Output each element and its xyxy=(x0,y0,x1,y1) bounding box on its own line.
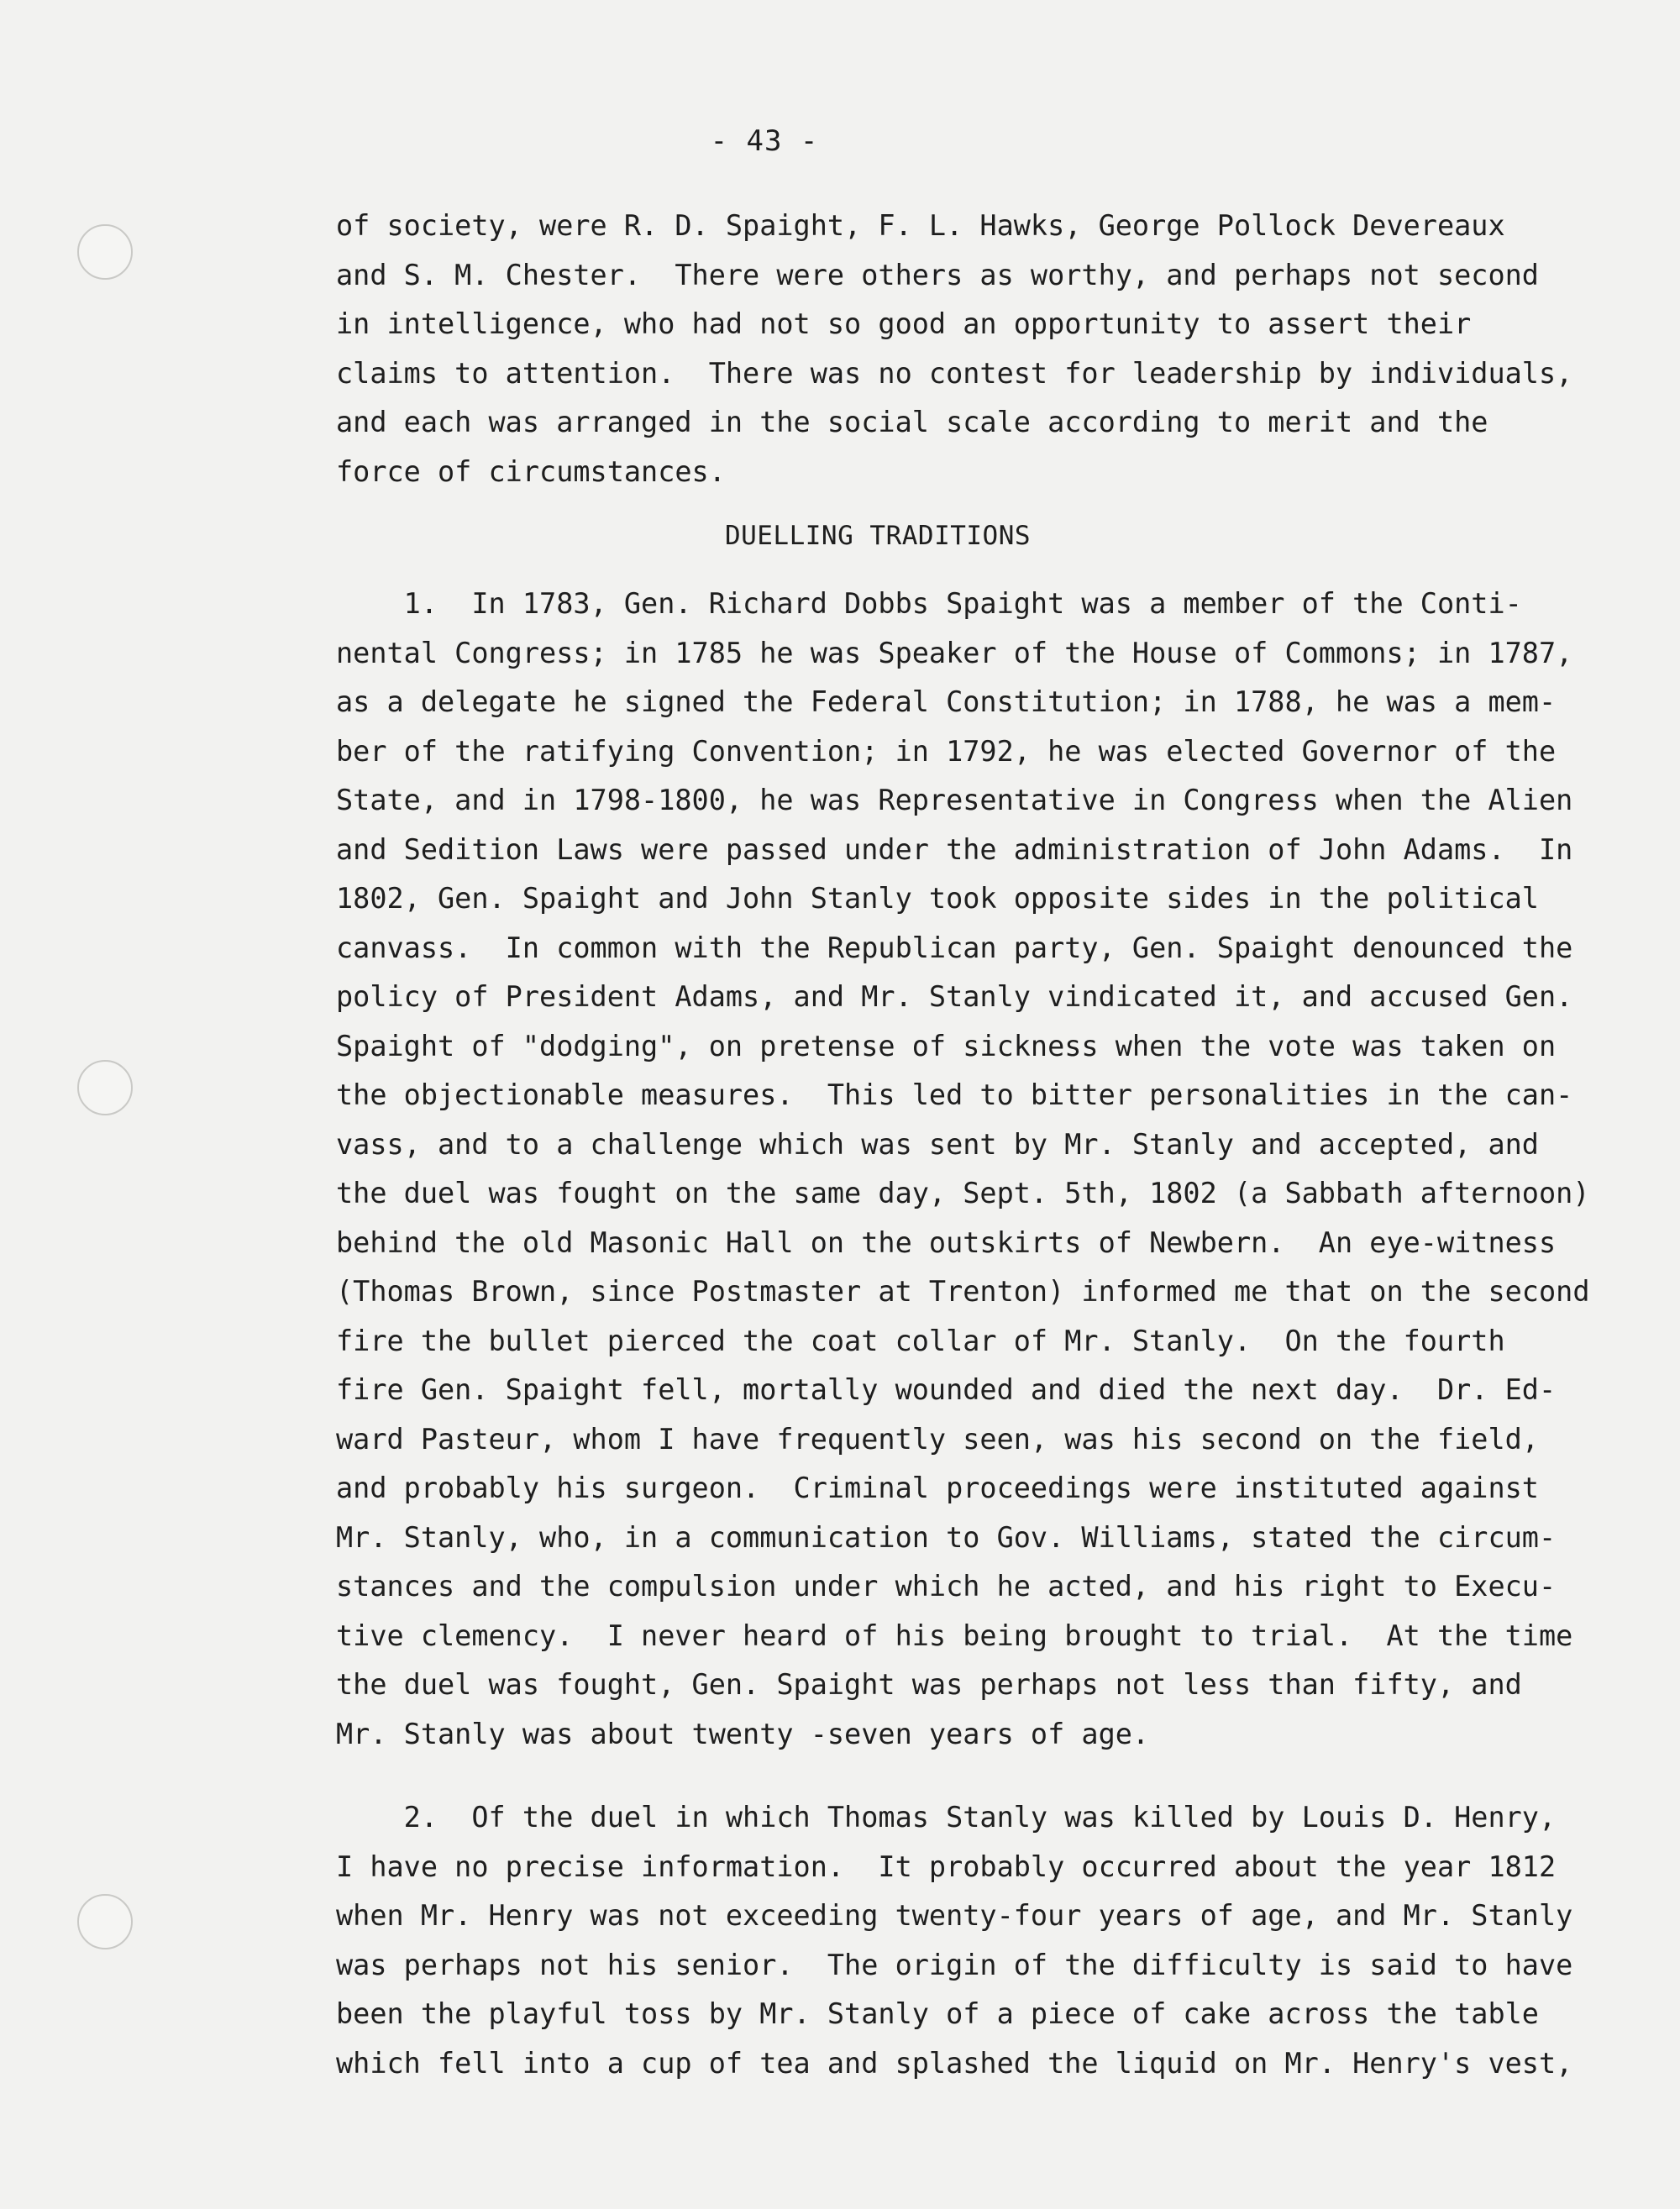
punch-hole-middle xyxy=(77,1060,133,1115)
text-line: and each was arranged in the social scale according to merit and the xyxy=(336,406,1488,438)
punch-hole-bottom xyxy=(77,1894,133,1949)
text-line: Mr. Stanly, who, in a communication to Gov. Williams, stated the circum- xyxy=(336,1520,1557,1554)
text-line: claims to attention. There was no contest for leadership by individuals, xyxy=(336,356,1573,390)
text-line: stances and the compulsion under which he acted, and his right to Execu- xyxy=(336,1570,1557,1603)
text-line: and probably his surgeon. Criminal proceedings were instituted against xyxy=(336,1472,1539,1504)
text-line: vass, and to a challenge which was sent by Mr. Stanly and accepted, and xyxy=(336,1127,1539,1161)
page-number: - 43 - xyxy=(710,124,819,158)
text-line: State, and in 1798-1800, he was Representative in Congress when the Alien xyxy=(336,784,1573,816)
text-line: 1802, Gen. Spaight and John Stanly took opposite sides in the political xyxy=(336,882,1539,915)
text-line: fire the bullet pierced the coat collar of Mr. Stanly. On the fourth xyxy=(336,1324,1505,1357)
text-line: I have no precise information. It probably occurred about the year 1812 xyxy=(336,1850,1557,1883)
text-line: policy of President Adams, and Mr. Stanly vindicated it, and accused Gen. xyxy=(336,980,1573,1013)
text-line: was perhaps not his senior. The origin of the difficulty is said to have xyxy=(336,1948,1573,1981)
text-line: the duel was fought, Gen. Spaight was perhaps not less than fifty, and xyxy=(336,1668,1522,1701)
text-line: the objectionable measures. This led to bitter personalities in the can- xyxy=(336,1078,1573,1111)
text-line: been the playful toss by Mr. Stanly of a piece of cake across the table xyxy=(336,1997,1539,2030)
text-line: Mr. Stanly was about twenty -seven years of age. xyxy=(336,1717,1150,1750)
text-line: as a delegate he signed the Federal Constitution; in 1788, he was a mem- xyxy=(336,685,1557,718)
punch-hole-top xyxy=(77,224,133,280)
text-line: and Sedition Laws were passed under the administration of John Adams. In xyxy=(336,832,1573,866)
paragraph-1 xyxy=(336,580,1590,1759)
text-line: fire Gen. Spaight fell, mortally wounded and died the next day. Dr. Ed- xyxy=(336,1373,1557,1406)
text-line: Spaight of "dodging", on pretense of sickness when the vote was taken on xyxy=(336,1029,1557,1063)
text-line: 1. In 1783, Gen. Richard Dobbs Spaight was a member of the Conti- xyxy=(336,587,1522,620)
text-line: the duel was fought on the same day, Sept. 5th, 1802 (a Sabbath afternoon) xyxy=(336,1177,1590,1209)
text-line: tive clemency. I never heard of his being brought to trial. At the time xyxy=(336,1619,1573,1652)
text-line: which fell into a cup of tea and splashed the liquid on Mr. Henry's vest, xyxy=(336,2046,1573,2080)
text-line: 2. Of the duel in which Thomas Stanly was killed by Louis D. Henry, xyxy=(336,1801,1557,1834)
text-line: ber of the ratifying Convention; in 1792, he was elected Governor of the xyxy=(336,734,1557,768)
text-line: and S. M. Chester. There were others as worthy, and perhaps not second xyxy=(336,258,1539,291)
text-line: (Thomas Brown, since Postmaster at Trenton) informed me that on the second xyxy=(336,1275,1590,1308)
text-line: behind the old Masonic Hall on the outskirts of Newbern. An eye-witness xyxy=(336,1225,1557,1259)
text-line: when Mr. Henry was not exceeding twenty-four years of age, and Mr. Stanly xyxy=(336,1899,1573,1932)
paragraph-2 xyxy=(336,1793,1571,2088)
text-line: ward Pasteur, whom I have frequently seen, was his second on the field, xyxy=(336,1422,1539,1456)
text-line: nental Congress; in 1785 he was Speaker of the House of Commons; in 1787, xyxy=(336,636,1573,669)
text-line: force of circumstances. xyxy=(336,454,726,488)
intro-paragraph xyxy=(336,202,1571,496)
text-line: canvass. In common with the Republican party, Gen. Spaight denounced the xyxy=(336,931,1573,964)
section-heading: DUELLING TRADITIONS xyxy=(724,521,1032,551)
text-line: of society, were R. D. Spaight, F. L. Hawks, George Pollock Devereaux xyxy=(336,209,1505,242)
text-line: in intelligence, who had not so good an opportunity to assert their xyxy=(336,307,1472,340)
